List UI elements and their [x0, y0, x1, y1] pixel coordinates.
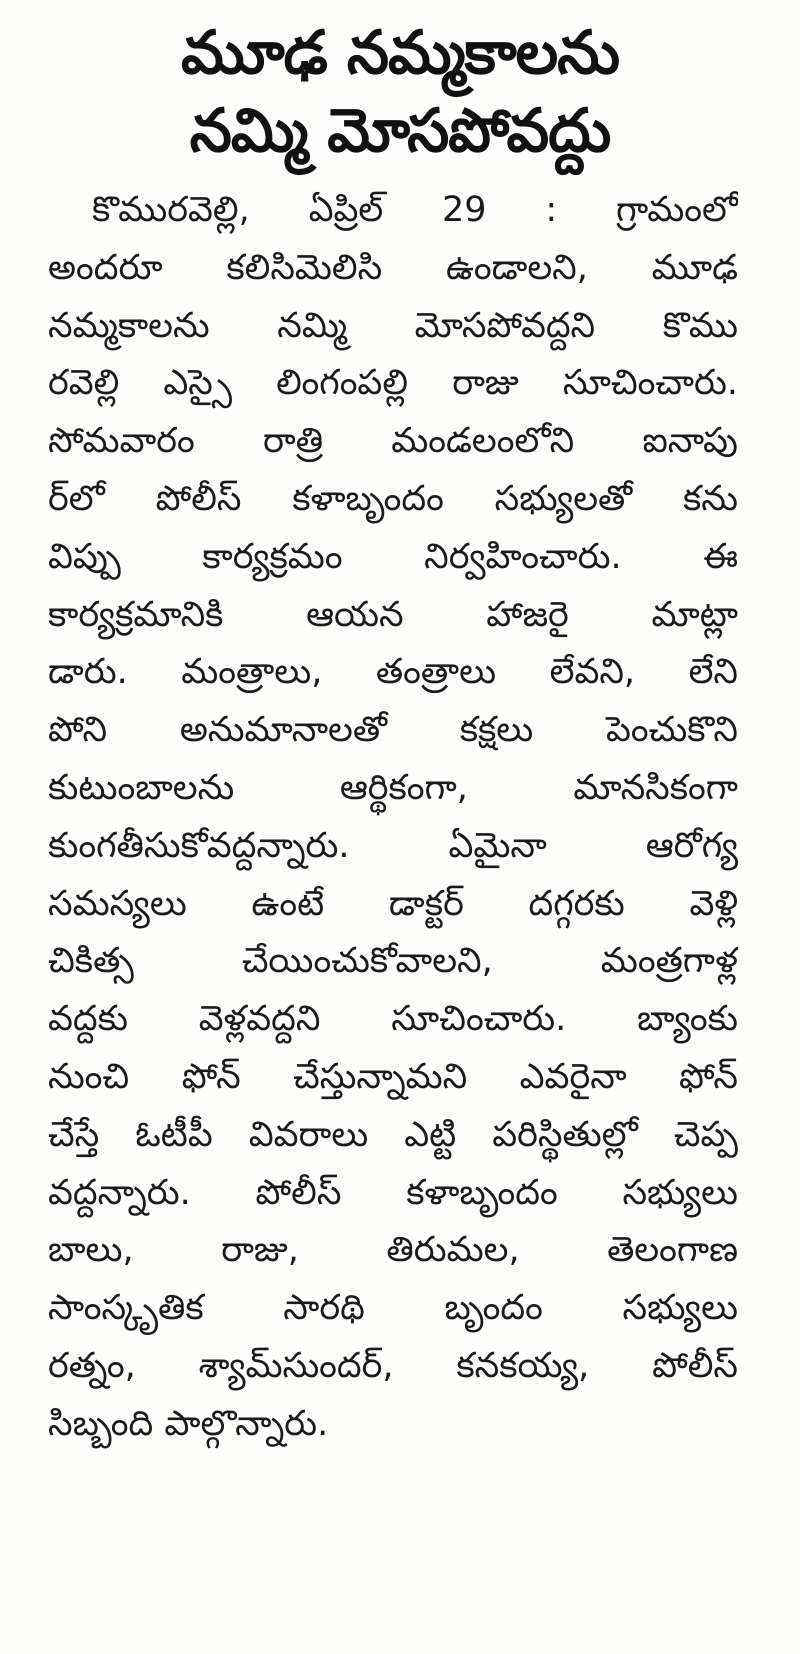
article-line: విప్పు కార్యక్రమం నిర్వహించారు. ఈ: [48, 536, 738, 577]
article-line: రత్నం, శ్యామ్‌సుందర్, కనకయ్య, పోలీస్: [48, 1345, 738, 1386]
headline-line-2: నమ్మి మోసపోవద్దు: [189, 96, 611, 166]
article-line: డారు. మంత్రాలు, తంత్రాలు లేవని, లేని: [48, 652, 738, 693]
article-line: చేస్తే ఓటీపీ వివరాలు ఎట్టి పరిస్థితుల్లో చెప్ప: [48, 1114, 738, 1155]
article-line: పోని అనుమానాలతో కక్షలు పెంచుకొని: [48, 710, 738, 751]
article-line: కుటుంబాలను ఆర్థికంగా, మానసికంగా: [48, 767, 738, 808]
article-last-line: సిబ్బంది పాల్గొన్నారు.: [48, 1403, 329, 1444]
article-line: సోమవారం రాత్రి మండలంలోని ఐనాపు: [48, 421, 738, 462]
article-line: అందరూ కలిసిమెలిసి ఉండాలని, మూఢ: [48, 247, 738, 288]
article-line: వద్దన్నారు. పోలీస్ కళాబృందం సభ్యులు: [48, 1172, 738, 1213]
article-line: కుంగతీసుకోవద్దన్నారు. ఏమైనా ఆరోగ్య: [48, 825, 738, 866]
article-line: ర్‌లో పోలీస్ కళాబృందం సభ్యులతో కను: [48, 478, 738, 519]
article-line: సాంస్కృతిక సారథి బృందం సభ్యులు: [48, 1288, 738, 1329]
article-line: రవెల్లి ఎస్సై లింగంపల్లి రాజు సూచించారు.: [48, 363, 738, 404]
article-dateline-line: కొమురవెల్లి, ఏప్రిల్ 29 : గ్రామంలో: [92, 190, 738, 230]
article-line: కార్యక్రమానికి ఆయన హాజరై మాట్లా: [48, 594, 738, 635]
article-line: నమ్మకాలను నమ్మి మోసపోవద్దని కొము: [48, 305, 738, 346]
article-line: సమస్యలు ఉంటే డాక్టర్ దగ్గరకు వెళ్లి: [48, 883, 738, 924]
article-line: నుంచి ఫోన్ చేస్తున్నామని ఎవరైనా ఫోన్: [48, 1056, 738, 1097]
article-body: [48, 182, 738, 1454]
article-headline: [0, 14, 800, 170]
article-line: చికిత్స చేయించుకోవాలని, మంత్రగాళ్ల: [48, 941, 738, 982]
article-line: బాలు, రాజు, తిరుమల, తెలంగాణ: [48, 1230, 738, 1271]
article-line: వద్దకు వెళ్లవద్దని సూచించారు. బ్యాంకు: [48, 999, 738, 1040]
headline-line-1: మూఢ నమ్మకాలను: [181, 18, 619, 88]
